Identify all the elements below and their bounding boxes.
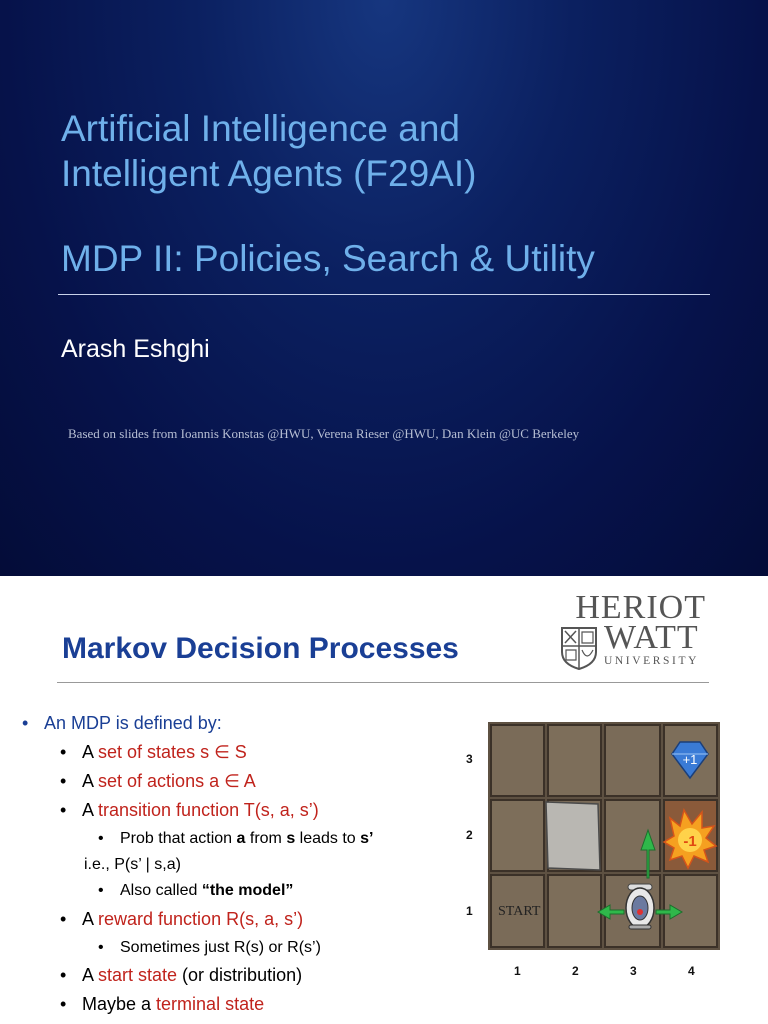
list-item: • An MDP is defined by: xyxy=(22,713,222,733)
list-item: • A reward function R(s, a, s’) xyxy=(60,909,304,929)
title-divider xyxy=(58,294,710,295)
list-item: • A start state (or distribution) xyxy=(60,965,303,985)
bullet-text: Also called xyxy=(120,882,202,899)
bullet-text: Prob that action xyxy=(120,830,237,847)
list-item: • A transition function T(s, a, s’) xyxy=(60,800,319,820)
list-item: • Sometimes just R(s) or R(s’) xyxy=(98,939,321,956)
author-name: Arash Eshghi xyxy=(61,335,210,363)
title-divider xyxy=(57,682,709,683)
mdp-slide xyxy=(0,576,768,1024)
logo-watt-text: WATT xyxy=(604,619,699,656)
bullet-text: An MDP is defined by: xyxy=(44,713,222,733)
bullet-highlight: reward function R(s, a, s’) xyxy=(98,909,304,929)
x-axis-label: 4 xyxy=(688,964,695,978)
bullet-text: (or distribution) xyxy=(177,965,303,985)
bullet-highlight: start state xyxy=(98,965,178,985)
grid-cell xyxy=(605,800,660,871)
bullet-text: Maybe a xyxy=(82,994,157,1014)
bullet-text: A xyxy=(82,965,99,985)
bullet-bold: s xyxy=(286,830,296,847)
bullet-text: A xyxy=(82,800,99,820)
bullet-text: A xyxy=(82,742,99,762)
lecture-subtitle: MDP II: Policies, Search & Utility xyxy=(61,238,595,279)
list-item: • A set of actions a ∈ A xyxy=(60,771,256,791)
grid-cell xyxy=(491,725,544,796)
minus-reward-label: -1 xyxy=(683,833,697,850)
plus-reward-label: +1 xyxy=(682,752,698,767)
gridworld-diagram xyxy=(488,722,720,950)
list-item-continuation: i.e., P(s’ | s,a) xyxy=(84,856,181,873)
bullet-text: A xyxy=(82,771,99,791)
list-item: • Also called “the model” xyxy=(98,882,294,899)
course-title-line1: Artificial Intelligence and xyxy=(61,108,460,149)
bullet-highlight: transition function T(s, a, s’) xyxy=(98,800,319,820)
crest-icon xyxy=(560,626,598,670)
y-axis-label: 2 xyxy=(466,828,473,842)
y-axis-label: 1 xyxy=(466,904,473,918)
grid-cell xyxy=(605,725,660,796)
grid-cell xyxy=(548,725,601,796)
bullet-bold: s’ xyxy=(360,830,374,847)
wall-block-icon xyxy=(546,802,600,870)
bullet-highlight: set of actions a ∈ A xyxy=(98,771,256,791)
grid-cell xyxy=(491,800,544,871)
bullet-highlight: terminal state xyxy=(156,994,265,1014)
list-item: • Prob that action a from s leads to s’ xyxy=(98,830,374,847)
bullet-text: Sometimes just R(s) or R(s’) xyxy=(120,939,321,956)
course-title-line2: Intelligent Agents (F29AI) xyxy=(61,153,477,194)
logo-heriot-text: HERIOT xyxy=(575,589,706,626)
logo-university-text: UNIVERSITY xyxy=(604,655,699,667)
course-title xyxy=(61,106,741,196)
slide-title: Markov Decision Processes xyxy=(62,632,459,665)
bullet-text: A xyxy=(82,909,99,929)
x-axis-label: 1 xyxy=(514,964,521,978)
start-label: START xyxy=(498,904,541,919)
bullet-bold: a xyxy=(236,830,246,847)
bullet-text: leads to xyxy=(295,830,361,847)
x-axis-label: 3 xyxy=(630,964,637,978)
bullet-highlight: set of states s ∈ S xyxy=(98,742,247,762)
x-axis-label: 2 xyxy=(572,964,579,978)
bullet-bold: “the model” xyxy=(201,882,294,899)
list-item: • Maybe a terminal state xyxy=(60,994,265,1014)
list-item: • A set of states s ∈ S xyxy=(60,742,247,762)
bullet-text: from xyxy=(245,830,287,847)
slides-credit: Based on slides from Ioannis Konstas @HWU, Verena Rieser @HWU, Dan Klein @UC Berkeley xyxy=(68,426,580,441)
university-logo xyxy=(560,589,710,672)
grid-cell xyxy=(548,875,601,947)
y-axis-label: 3 xyxy=(466,752,473,766)
